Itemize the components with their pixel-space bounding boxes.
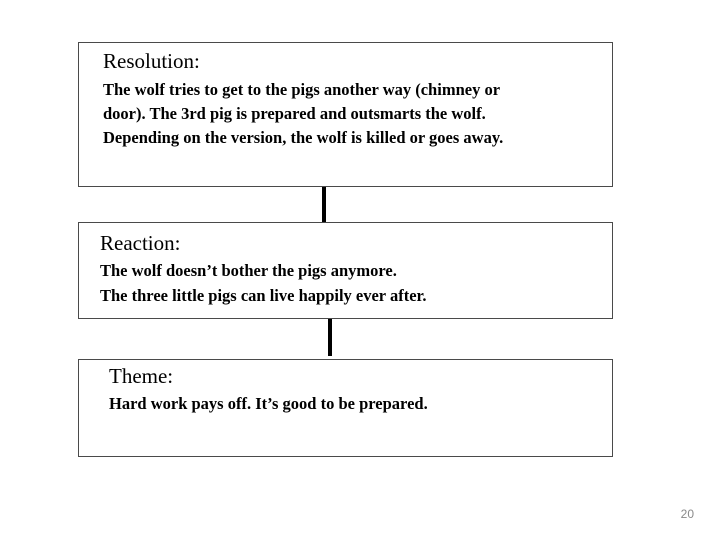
resolution-box — [78, 42, 613, 187]
resolution-line: door). The 3rd pig is prepared and outsmarts the wolf. — [103, 104, 486, 123]
theme-text — [109, 391, 428, 416]
theme-line: Hard work pays off. It’s good to be prepared. — [109, 394, 428, 413]
resolution-line: The wolf tries to get to the pigs another way (chimney or — [103, 80, 501, 99]
resolution-heading: Resolution: — [103, 49, 200, 73]
page-number: 20 — [680, 507, 694, 521]
theme-box — [78, 359, 613, 457]
connector-reaction-theme — [328, 319, 332, 356]
reaction-text — [100, 258, 426, 308]
reaction-line: The wolf doesn’t bother the pigs anymore. — [100, 261, 397, 280]
reaction-line: The three little pigs can live happily ever after. — [100, 286, 427, 305]
resolution-line: Depending on the version, the wolf is killed or goes away. — [103, 128, 504, 147]
connector-resolution-reaction — [322, 187, 326, 222]
reaction-heading: Reaction: — [100, 231, 181, 255]
theme-heading: Theme: — [109, 364, 174, 388]
reaction-box — [78, 222, 613, 319]
resolution-text — [103, 78, 503, 150]
